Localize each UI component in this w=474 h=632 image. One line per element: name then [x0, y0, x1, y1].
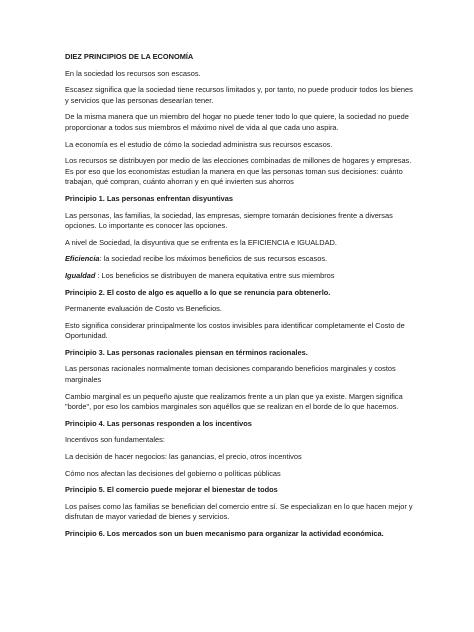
paragraph: Los países como las familias se benefician del comercio entre sí. Se especializan en lo que hacen mejor y disfrutan de mayor variedad de bienes y servicios. — [65, 501, 413, 522]
paragraph: Los recursos se distribuyen por medio de las elecciones combinadas de millones de hogares y empresas. Es por eso que los economistas estudian la manera en que las personas toman sus decisiones: cuánto trabajan, qué compran, cuánto ahorran y en qué invierten sus ahorros — [65, 156, 412, 187]
principle-heading: Principio 2. El costo de algo es aquello a lo que se renuncia para obtenerlo. — [65, 287, 331, 297]
principle-heading: Principio 5. El comercio puede mejorar el bienestar de todos — [65, 485, 278, 495]
paragraph: La decisión de hacer negocios: las ganancias, el precio, otros incentivos — [65, 452, 302, 462]
term-eficiencia: Eficiencia — [65, 254, 100, 264]
paragraph: Escasez significa que la sociedad tiene recursos limitados y, por tanto, no puede producir todos los bienes y servicios que las personas desearían tener. — [65, 85, 413, 105]
paragraph: La economía es el estudio de cómo la sociedad administra sus recursos escasos. — [65, 139, 333, 149]
paragraph: En la sociedad los recursos son escasos. — [65, 68, 201, 78]
document-page — [65, 52, 415, 546]
definition-eficiencia — [65, 254, 415, 265]
paragraph: Cómo nos afectan las decisiones del gobierno o políticas públicas — [65, 468, 281, 478]
paragraph: Las personas, las familias, la sociedad, las empresas, siempre tomarán decisiones frente a diversas opciones. Lo importante es conocer las opciones. — [65, 210, 393, 231]
paragraph: De la misma manera que un miembro del hogar no puede tener todo lo que quiere, la sociedad no puede proporcionar a todos sus miembros el máximo nivel de vida al que cada uno aspira. — [65, 112, 409, 132]
definition-text: : la sociedad recibe los máximos beneficios de sus recursos escasos. — [99, 254, 328, 264]
term-igualdad: Igualdad — [65, 270, 96, 280]
paragraph: Permanente evaluación de Costo vs Beneficios. — [65, 304, 222, 314]
paragraph: Incentivos son fundamentales: — [65, 435, 165, 445]
principle-heading: Principio 4. Las personas responden a los incentivos — [65, 418, 252, 428]
definition-igualdad — [65, 271, 415, 282]
paragraph: Las personas racionales normalmente toman decisiones comparando beneficios marginales y costos marginales — [65, 364, 396, 385]
principle-heading: Principio 3. Las personas racionales piensan en términos racionales. — [65, 347, 308, 357]
document-title: DIEZ PRINCIPIOS DE LA ECONOMÍA — [65, 52, 194, 61]
definition-text: : Los beneficios se distribuyen de manera equitativa entre sus miembros — [95, 270, 335, 280]
paragraph: Esto significa considerar principalmente los costos invisibles para identificar completamente el Costo de Oportunidad. — [65, 320, 405, 341]
paragraph: A nivel de Sociedad, la disyuntiva que se enfrenta es la EFICIENCIA e IGUALDAD. — [65, 237, 337, 247]
paragraph: Cambio marginal es un pequeño ajuste que realizamos frente a un plan que ya existe. Margen significa "borde", por eso los cambios marginales son aquéllos que se realizan en el borde de lo que hacemos. — [65, 391, 403, 412]
principle-heading: Principio 1. Las personas enfrentan disyuntivas — [65, 193, 233, 203]
principle-heading: Principio 6. Los mercados son un buen mecanismo para organizar la actividad económica. — [65, 529, 384, 538]
